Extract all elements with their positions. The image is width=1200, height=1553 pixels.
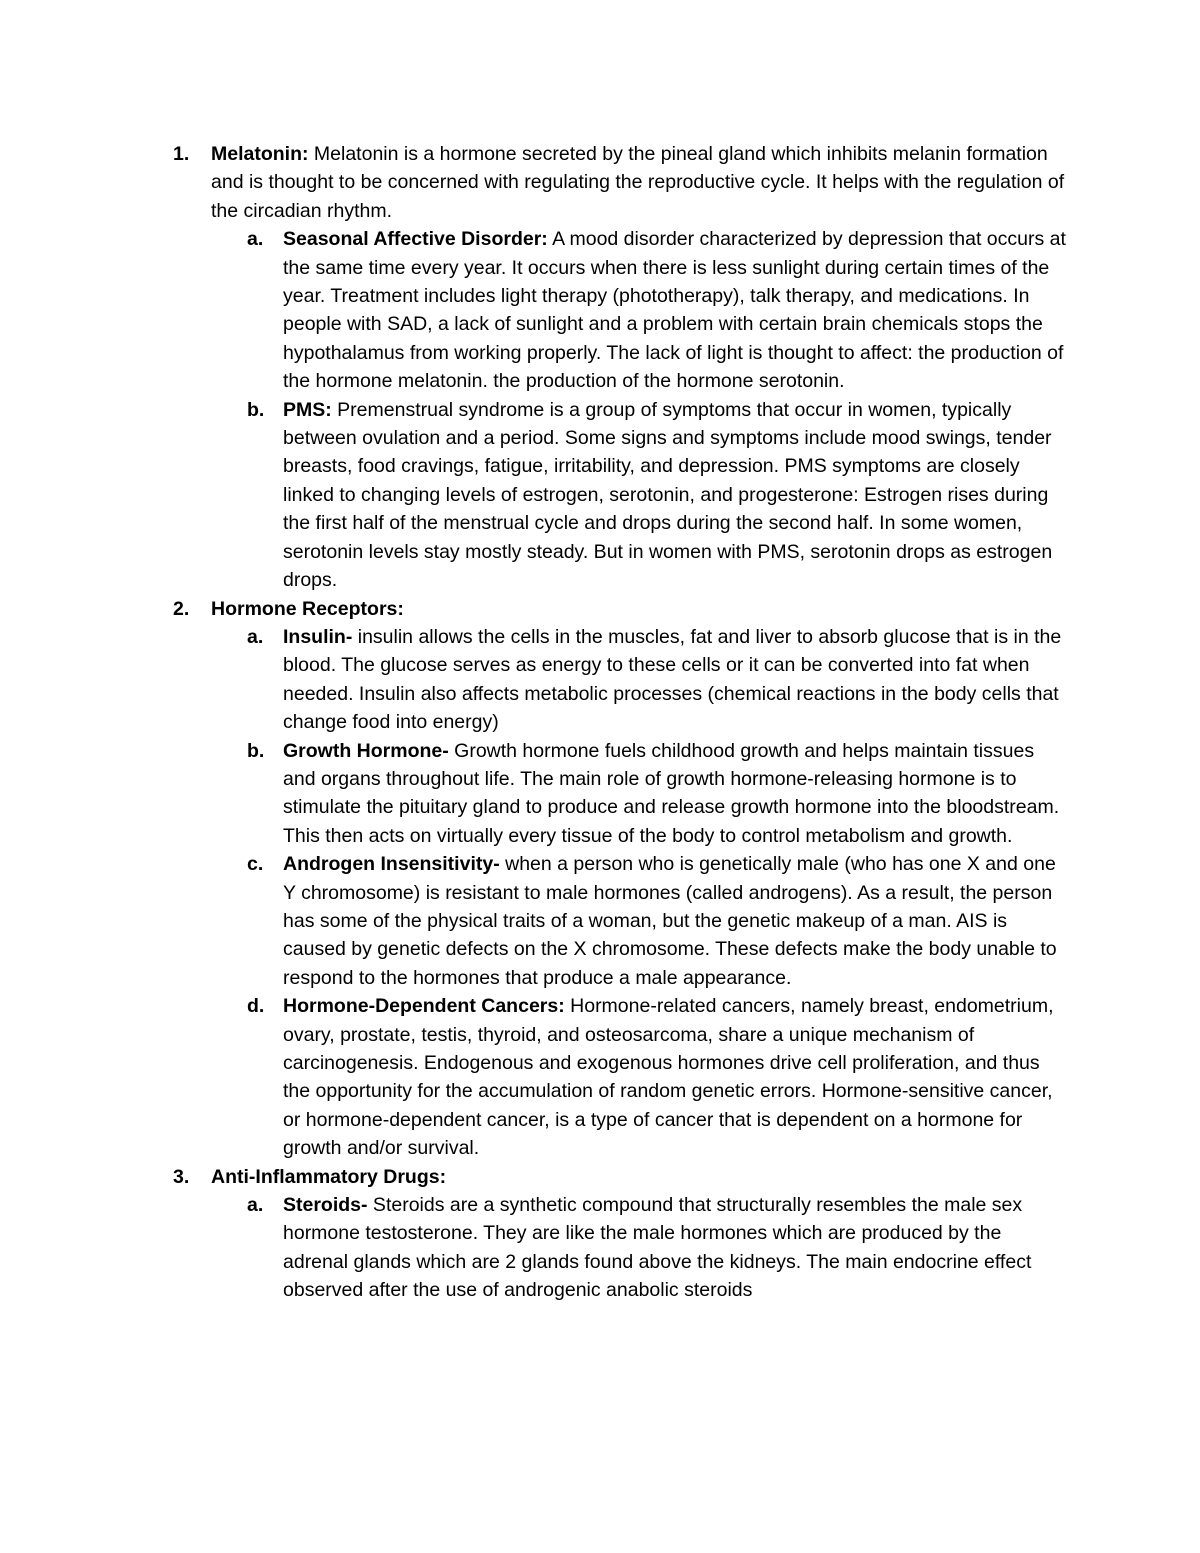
subitem-text: when a person who is genetically male (who has one X and one Y chromosome) is resistant to male hormones (called androgens). As a result, the person has some of the physical traits of a woman, but the genetic makeup of a man. AIS is caused by genetic defects on the X chromosome. These defects make the body unable to respond to the hormones that produce a male appearance. — [283, 853, 1057, 989]
subitem-term: Insulin- — [283, 625, 353, 648]
list-number: 2. — [173, 597, 190, 620]
subitem-steroids — [247, 1191, 1071, 1305]
sub-list — [211, 225, 1071, 594]
list-letter: c. — [247, 853, 264, 876]
section-anti-inflammatory-drugs — [173, 1163, 1071, 1305]
subitem-term: PMS: — [283, 398, 332, 421]
section-hormone-receptors — [173, 595, 1071, 1163]
subitem-seasonal-affective-disorder — [247, 225, 1071, 395]
subitem-term: Androgen Insensitivity- — [283, 853, 500, 876]
section-text: Melatonin is a hormone secreted by the pineal gland which inhibits melanin formation and is thought to be concerned with regulating the reproductive cycle. It helps with the regulation of the circadian rhythm. — [211, 143, 1065, 222]
subitem-term: Hormone-Dependent Cancers: — [283, 995, 565, 1018]
list-letter: d. — [247, 995, 265, 1018]
subitem-hormone-dependent-cancers — [247, 992, 1071, 1162]
list-letter: a. — [247, 228, 264, 251]
subitem-text: Hormone-related cancers, namely breast, endometrium, ovary, prostate, testis, thyroid, and osteosarcoma, share a unique mechanism of carcinogenesis. Endogenous and exogenous hormones drive cell proliferation, and thus the opportunity for the accumulation of random genetic errors. Hormone-sensitive cancer, or hormone-dependent cancer, is a type of cancer that is dependent on a hormone for growth and/or survival. — [283, 995, 1054, 1160]
list-letter: a. — [247, 625, 264, 648]
subitem-text: insulin allows the cells in the muscles, fat and liver to absorb glucose that is in the blood. The glucose serves as energy to these cells or it can be converted into fat when needed. Insulin also affects metabolic processes (chemical reactions in the body cells that change food into energy) — [283, 625, 1062, 734]
subitem-pms — [247, 396, 1071, 595]
list-number: 3. — [173, 1165, 190, 1188]
list-letter: b. — [247, 398, 265, 421]
subitem-insulin — [247, 623, 1071, 737]
subitem-term: Growth Hormone- — [283, 739, 449, 762]
subitem-text: Growth hormone fuels childhood growth and helps maintain tissues and organs throughout life. The main role of growth hormone-releasing hormone is to stimulate the pituitary gland to produce and release growth hormone into the bloodstream. This then acts on virtually every tissue of the body to control metabolism and growth. — [283, 739, 1060, 847]
list-number: 1. — [173, 143, 190, 165]
subitem-text: Premenstrual syndrome is a group of symptoms that occur in women, typically between ovulation and a period. Some signs and symptoms include mood swings, tender breasts, food cravings, fatigue, irritability, and depression. PMS symptoms are closely linked to changing levels of estrogen, serotonin, and progesterone: Estrogen rises during the first half of the menstrual cycle and drops during the second half. In some women, serotonin levels stay mostly steady. But in women with PMS, serotonin drops as estrogen drops. — [283, 398, 1053, 592]
list-letter: a. — [247, 1194, 264, 1217]
subitem-androgen-insensitivity — [247, 850, 1071, 992]
outline-list — [173, 140, 1071, 1305]
subitem-text: Steroids are a synthetic compound that structurally resembles the male sex hormone testosterone. They are like the male hormones which are produced by the adrenal glands which are 2 glands found above the kidneys. The main endocrine effect observed after the use of androgenic anabolic steroids — [283, 1194, 1032, 1302]
section-term: Anti-Inflammatory Drugs: — [211, 1165, 447, 1188]
subitem-text: A mood disorder characterized by depression that occurs at the same time every year. It occurs when there is less sunlight during certain times of the year. Treatment includes light therapy (phototherapy), talk therapy, and medications. In people with SAD, a lack of sunlight and a problem with certain brain chemicals stops the hypothalamus from working properly. The lack of light is thought to affect: the production of the hormone melatonin. the production of the hormone serotonin. — [283, 228, 1066, 393]
section-term: Melatonin: — [211, 143, 309, 165]
subitem-term: Seasonal Affective Disorder: — [283, 228, 548, 251]
sub-list — [211, 1191, 1071, 1305]
section-term: Hormone Receptors: — [211, 597, 404, 620]
subitem-growth-hormone — [247, 737, 1071, 851]
subitem-term: Steroids- — [283, 1194, 368, 1217]
sub-list — [211, 623, 1071, 1163]
section-melatonin — [173, 140, 1071, 595]
list-letter: b. — [247, 739, 265, 762]
